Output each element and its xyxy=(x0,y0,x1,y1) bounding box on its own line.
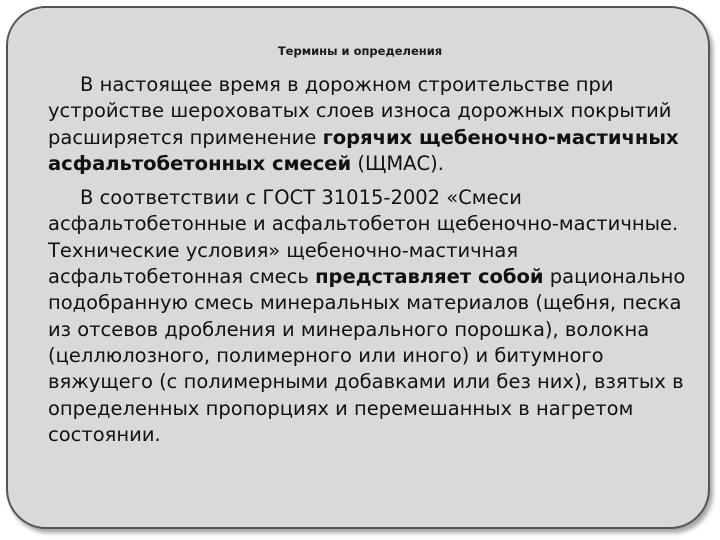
paragraph-2-bold-phrase: представляет собой xyxy=(315,265,544,289)
paragraph-1-text-end: (ЩМАС). xyxy=(351,151,444,175)
paragraph-1-text-start: В настоящее время в дорожном строительстве при устройстве шероховатых слоев износа дорожных покрытий расширяется применение xyxy=(48,73,672,149)
paragraph-1 xyxy=(48,72,688,177)
paragraph-2 xyxy=(48,185,688,448)
paragraph-1-bold-term: горячих щебеночно-мастичных асфальтобетонных смесей xyxy=(48,125,679,175)
paragraph-2-text-end: рационально подобранную смесь минеральных материалов (щебня, песка из отсевов дробления и минерального порошка), волокна (целлюлозного, полимерного или иного) и битумного вяжущего (с полимерными добавками или без них), взятых в определенных пропорциях и перемешанных в нагретом состоянии. xyxy=(48,265,686,446)
slide-title: Термины и определения xyxy=(277,44,443,58)
slide-body xyxy=(48,72,688,456)
paragraph-2-text-start: В соответствии с ГОСТ 31015-2002 «Смеси асфальтобетонные и асфальтобетон щебеночно-мастичные. Технические условия» щебеночно-мастичная асфальтобетонная смесь xyxy=(48,186,679,289)
